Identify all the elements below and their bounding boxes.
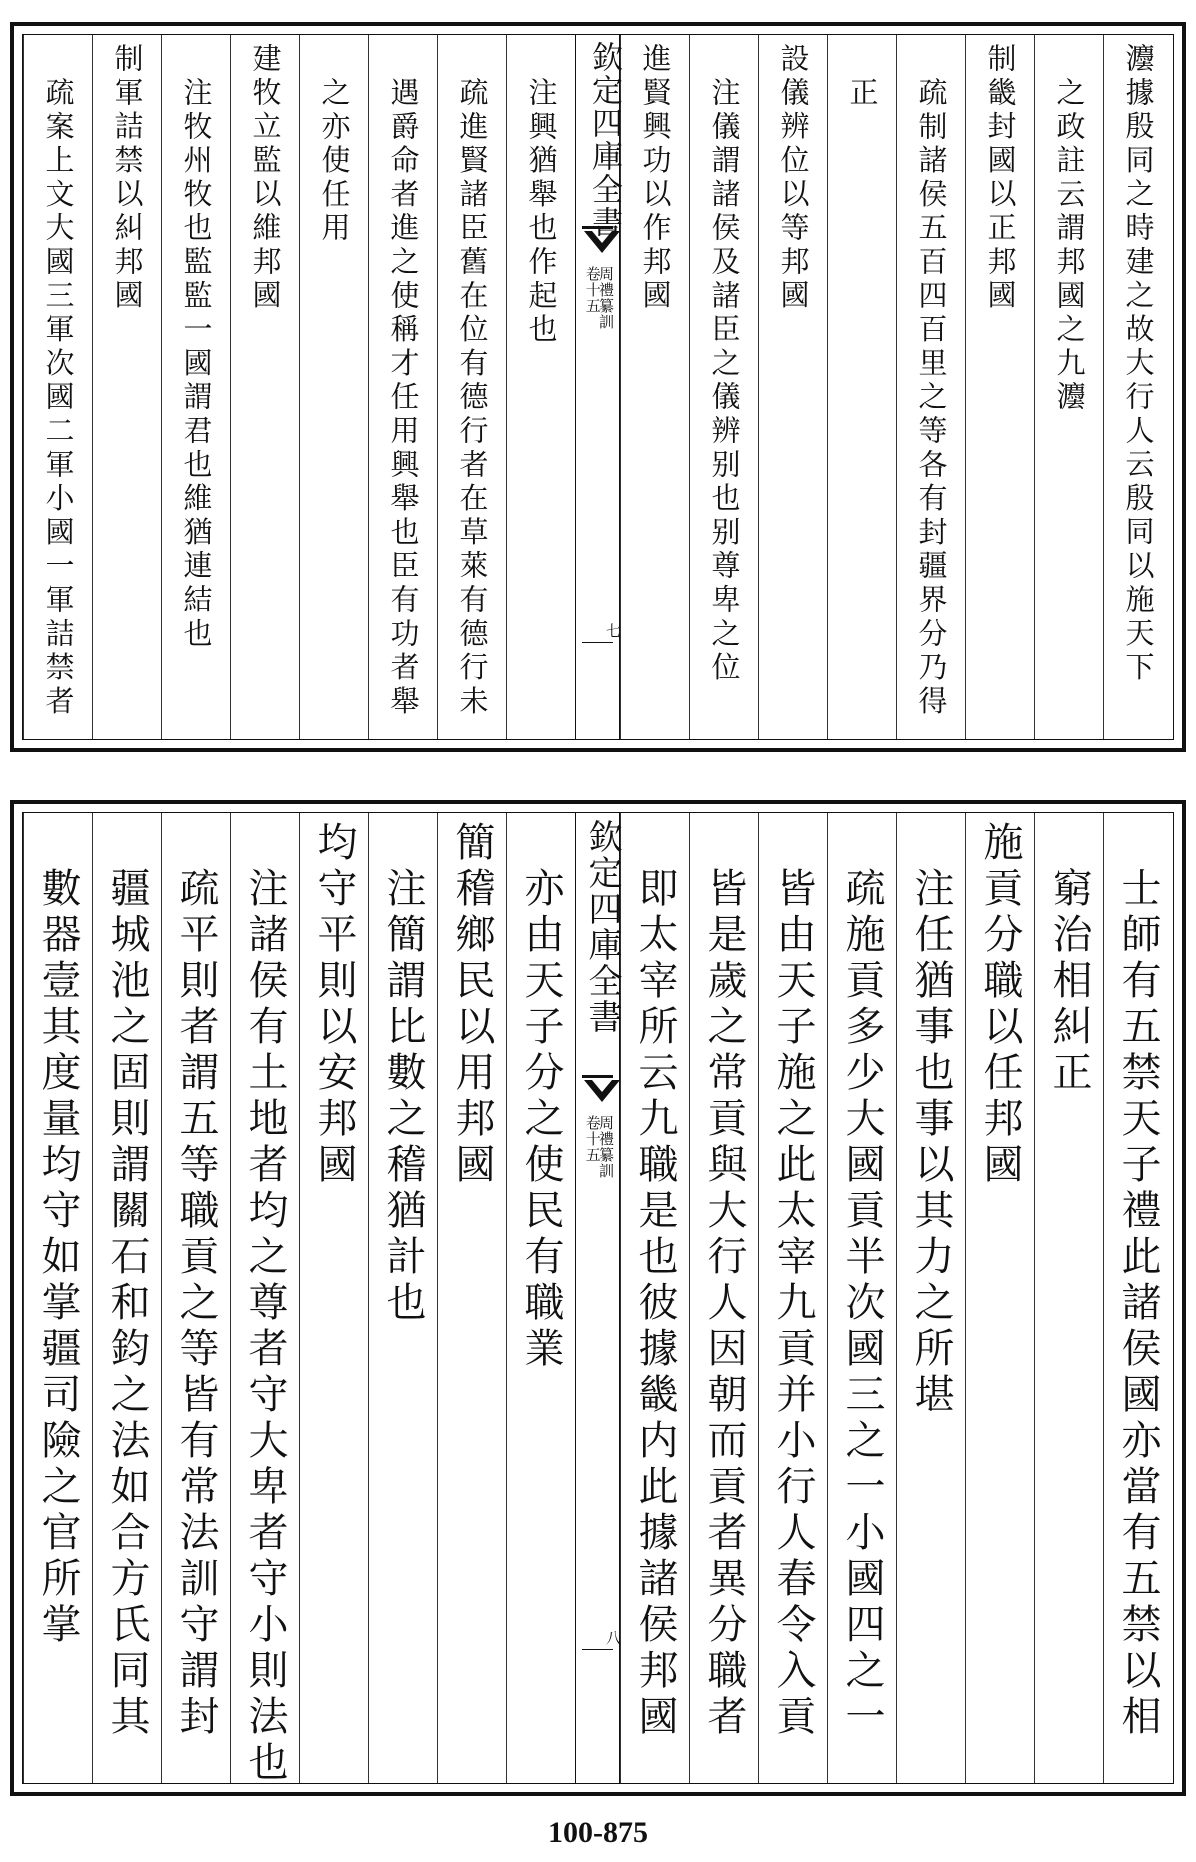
page-bottom-left-column-text: 均守平則以安邦國 bbox=[311, 821, 357, 1189]
page-bottom-center-book: 周禮纂訓 bbox=[597, 1115, 615, 1179]
page-top bbox=[10, 22, 1186, 752]
page-top-left-column bbox=[92, 35, 161, 739]
page-top-right-column bbox=[1034, 35, 1103, 739]
page-top-right-column-text: 制畿封國以正邦國 bbox=[983, 43, 1018, 314]
page-bottom-right-column-text: 窮治相糾正 bbox=[1046, 867, 1092, 1097]
page-top-right-column bbox=[620, 35, 689, 739]
page-bottom-center-title: 欽定四庫全書 bbox=[582, 819, 622, 1035]
page-top-left-column-text: 制軍詰禁以糾邦國 bbox=[110, 43, 145, 314]
page-top-left-column-text: 之亦使任用 bbox=[317, 76, 352, 246]
page-bottom-right-column-text: 疏施貢多少大國貢半次國三之一小國四之一 bbox=[839, 867, 885, 1741]
page-bottom-center-rule bbox=[582, 1649, 613, 1650]
page-top-right-column bbox=[689, 35, 758, 739]
footer-page-number: 100-875 bbox=[548, 1816, 648, 1849]
page-bottom-center-page: 八 bbox=[606, 1629, 622, 1647]
page-top-right-column-text: 進賢興功以作邦國 bbox=[638, 43, 673, 314]
page-top-left-column bbox=[506, 35, 575, 739]
page-bottom-left-column-text: 疆城池之固則謂關石和鈞之法如合方氏同其 bbox=[104, 867, 150, 1741]
page-bottom-right-column-text: 即太宰所云九職是也彼據畿内此據諸侯邦國 bbox=[632, 867, 678, 1741]
page-top-right-column bbox=[1103, 35, 1172, 739]
page-bottom-left-column-text: 注諸侯有土地者均之尊者守大卑者守小則法也 bbox=[242, 867, 288, 1787]
page-bottom-left-column bbox=[230, 813, 299, 1787]
page-top-center-volume: 卷十五 bbox=[583, 266, 602, 314]
page-bottom-right-column-text: 施貢分職以任邦國 bbox=[977, 821, 1023, 1189]
page-top-right-column-text: 設儀辨位以等邦國 bbox=[776, 43, 811, 314]
page-top-center-page: 七 bbox=[606, 622, 622, 640]
page-bottom-left-column bbox=[437, 813, 506, 1783]
page-bottom-right-column-text: 皆由天子施之此太宰九貢并小行人春令入貢 bbox=[770, 867, 816, 1741]
page-bottom-left-column bbox=[161, 813, 230, 1783]
page-bottom-left-column bbox=[23, 813, 92, 1783]
page-bottom-left-column bbox=[368, 813, 437, 1783]
page-top-right-column bbox=[827, 35, 896, 739]
page-bottom-right-column bbox=[1103, 813, 1172, 1783]
page-bottom-right-column bbox=[758, 813, 827, 1783]
page-bottom-right-column-text: 士師有五禁天子禮此諸侯國亦當有五禁以相 bbox=[1115, 867, 1161, 1741]
page-bottom-left-column-text: 疏平則者謂五等職貢之等皆有常法訓守謂封 bbox=[173, 867, 219, 1741]
page-top-left-column bbox=[161, 35, 230, 739]
page-top-frame bbox=[22, 34, 1174, 740]
page-top-right-column bbox=[896, 35, 965, 739]
page-top-left-column-text: 疏進賢諸臣舊在位有德行者在草萊有德行未 bbox=[455, 76, 490, 719]
page-bottom-right-column bbox=[1034, 813, 1103, 1783]
page-top-center-rule bbox=[582, 642, 613, 643]
page-top-right-column bbox=[758, 35, 827, 739]
page-bottom-frame bbox=[22, 812, 1174, 1787]
page-top-left-column bbox=[437, 35, 506, 739]
page-top-left-column-text: 疏案上文大國三軍次國二軍小國一軍詰禁者 bbox=[41, 76, 76, 719]
page-bottom-left-column-text: 簡稽鄉民以用邦國 bbox=[449, 821, 495, 1189]
page-bottom-left-column bbox=[506, 813, 575, 1783]
page-top-fish-tail bbox=[582, 226, 613, 256]
page-top-left-column-text: 建牧立監以維邦國 bbox=[248, 43, 283, 314]
page-top-center-title: 欽定四庫全書 bbox=[586, 41, 622, 239]
page-bottom-left-column-text: 注簡謂比數之稽猶計也 bbox=[380, 867, 426, 1327]
page-bottom-right-column-text: 注任猶事也事以其力之所堪 bbox=[908, 867, 954, 1419]
page-top-right-column bbox=[965, 35, 1034, 739]
page-top-right-column-text: 之政註云謂邦國之九灋 bbox=[1052, 76, 1087, 415]
page-bottom-left-column-text: 數器壹其度量均守如掌疆司險之官所掌 bbox=[35, 867, 81, 1649]
page-bottom-right-column bbox=[620, 813, 689, 1783]
page-top-left-column-text: 遇爵命者進之使稱才任用興舉也臣有功者舉 bbox=[386, 76, 421, 719]
page-bottom-center-strip bbox=[575, 813, 620, 1783]
page-top-right-column-text: 正 bbox=[845, 76, 880, 111]
page-bottom-right-column bbox=[689, 813, 758, 1783]
page-top-right-column-text: 注儀謂諸侯及諸臣之儀辨别也别尊卑之位 bbox=[707, 76, 742, 686]
page-top-center-strip bbox=[575, 35, 620, 739]
page-bottom-left-column-text: 亦由天子分之使民有職業 bbox=[518, 867, 564, 1373]
page-top-left-column bbox=[368, 35, 437, 739]
page-top-left-column bbox=[230, 35, 299, 739]
page-top-left-column bbox=[299, 35, 368, 739]
page-bottom-right-column-text: 皆是歲之常貢與大行人因朝而貢者異分職者 bbox=[701, 867, 747, 1741]
page-bottom-right-column bbox=[896, 813, 965, 1783]
page-bottom-left-column bbox=[92, 813, 161, 1783]
page-bottom-right-column bbox=[827, 813, 896, 1783]
page-top-center-book: 周禮纂訓 bbox=[597, 266, 615, 330]
page-top-right-column-text: 灋據殷同之時建之故大行人云殷同以施天下 bbox=[1121, 43, 1156, 686]
page-bottom bbox=[10, 800, 1186, 1796]
page-top-right-column-text: 疏制諸侯五百四百里之等各有封疆界分乃得 bbox=[914, 76, 949, 719]
page-bottom-center-volume: 卷十五 bbox=[583, 1115, 602, 1163]
page-bottom-left-column bbox=[299, 813, 368, 1783]
page-top-left-column bbox=[23, 35, 92, 739]
page-top-left-column-text: 注牧州牧也監監一國謂君也維猶連結也 bbox=[179, 76, 214, 652]
page-bottom-fish-tail bbox=[582, 1075, 613, 1105]
page-top-left-column-text: 注興猶舉也作起也 bbox=[524, 76, 559, 348]
page-bottom-right-column bbox=[965, 813, 1034, 1783]
